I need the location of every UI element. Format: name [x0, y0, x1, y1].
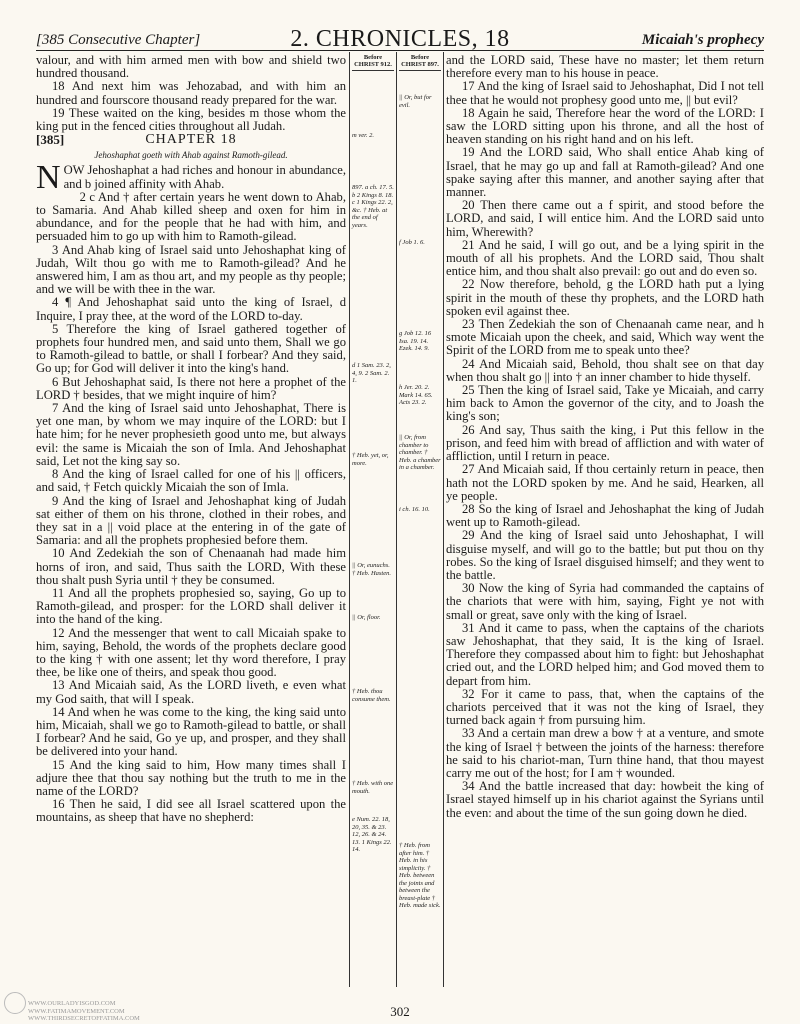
page-header	[36, 6, 764, 51]
chapter-heading	[36, 133, 346, 148]
verse-18-30: 30 Now the king of Syria had commanded the captains of the chariots that were with him, saying, Fight ye not with small or great, save only with the king of Israel.	[446, 581, 764, 622]
verse-17-18: 18 And next him was Jehozabad, and with him an hundred and fourscore thousand ready prepared for the war.	[36, 79, 346, 107]
verse-18-14: 14 And when he was come to the king, the king said unto him, Micaiah, shall we go to Ramoth-gilead to battle, or shall I forbear? And he said, Go ye up, and prosper, and they shall be delivered into your hand.	[36, 704, 346, 759]
verse-18-7: 7 And the king of Israel said unto Jehoshaphat, There is yet one man, by whom we may inquire of the LORD: but I hate him; for he never prophesieth good unto me, but always evil: the same is Micaiah the son of Imla. And Jehoshaphat said, Let not the king say so.	[36, 401, 346, 468]
verse-18-13: 13 And Micaiah said, As the LORD liveth, e even what my God saith, that will I speak.	[36, 678, 346, 706]
outer-margin-notes	[352, 54, 394, 853]
verse-18-6: 6 But Jehoshaphat said, Is there not here a prophet of the LORD † besides, that we might inquire of him?	[36, 374, 346, 402]
margin-note: d 1 Sam. 23. 2, 4, 9. 2 Sam. 2. 1.	[352, 362, 391, 384]
verse-18-4: 4 ¶ And Jehoshaphat said unto the king of Israel, d Inquire, I pray thee, at the word of the LORD to-day.	[36, 295, 346, 323]
verse-18-11: 11 And all the prophets prophesied so, saying, Go up to Ramoth-gilead, and prosper: for the LORD shall deliver it into the hand of the king.	[36, 585, 346, 627]
verse-18-5: 5 Therefore the king of Israel gathered together of prophets four hundred men, and said unto them, Shall we go to Ramoth-gilead to battle, or shall I forbear? And they said, Go up; for God will deliver it into the king's hand.	[36, 321, 346, 376]
era-label-right: Before CHRIST 897.	[399, 54, 441, 71]
margin-note: † Heb. with one mouth.	[352, 780, 394, 795]
page-number: 302	[390, 1004, 410, 1019]
verse-18-28: 28 So the king of Israel and Jehoshaphat the king of Judah went up to Ramoth-gilead.	[446, 501, 764, 530]
verse-18-19: 19 And the LORD said, Who shall entice Ahab king of Israel, that he may go up and fall at Ramoth-gilead? And one spake saying after this manner, and another saying after that manner.	[446, 145, 764, 200]
left-text-column	[36, 54, 346, 825]
era-label-left: Before CHRIST 912.	[352, 54, 394, 71]
verse-18-34: 34 And the battle increased that day: howbeit the king of Israel stayed himself up in his chariot against the Syrians until the even: and about the time of the sun going down he died.	[446, 779, 764, 820]
margin-note: 897. a ch. 17. 5. b 2 Kings 8. 18. c 1 Kings 22. 2, &c. † Heb. at the end of years.	[352, 184, 394, 229]
verse-18-32: 32 For it came to pass, that, when the captains of the chariots perceived that it was not the king of Israel, they turned back again † from pursuing him.	[446, 686, 764, 728]
margin-note: † Heb. thou consume them.	[352, 688, 391, 703]
margin-note: † Heb. from after him. † Heb. in his simplicity. † Heb. between the joints and between the breast-plate † Heb. made sick.	[399, 842, 441, 909]
verse-18-21: 21 And he said, I will go out, and be a lying spirit in the mouth of all his prophets. And the LORD said, Thou shalt entice him, and thou shalt also prevail: go out and do even so.	[446, 237, 764, 279]
verse-18-23: 23 Then Zedekiah the son of Chenaanah came near, and h smote Micaiah upon the cheek, and said, Which way went the Spirit of the LORD from me to speak unto thee?	[446, 317, 764, 358]
section-topic: Micaiah's prophecy	[641, 32, 764, 48]
verse-18-3: 3 And Ahab king of Israel said unto Jehoshaphat king of Judah, Wilt thou go with me to Ramoth-gilead? And he answered him, I am as thou art, and my people as thy people; and we will be with thee in the war.	[36, 242, 346, 297]
verse-18-15: 15 And the king said to him, How many times shall I adjure thee that thou say nothing but the truth to me in the name of the LORD?	[36, 757, 346, 798]
column-rule	[349, 52, 350, 987]
verse-opening: valour, and with him armed men with bow and shield two hundred thousand.	[36, 53, 346, 81]
watermark-line: WWW.FATIMAMOVEMENT.COM	[28, 1007, 125, 1015]
verse-18-12: 12 And the messenger that went to call Micaiah spake to him, saying, Behold, the words of the prophets declare good to the king † with one assent; let thy word therefore, I pray thee, be like one of theirs, and speak thou good.	[36, 625, 346, 680]
margin-note: m ver. 2.	[352, 132, 375, 139]
margin-note: e Num. 22. 18, 20, 35. & 23. 12, 26. & 24. 13. 1 Kings 22. 14.	[352, 816, 392, 853]
verse-18-24: 24 And Micaiah said, Behold, thou shalt see on that day when thou shalt go || into † an inner chamber to hide thyself.	[446, 356, 764, 384]
right-text-column	[446, 54, 764, 820]
verse-18-16: 16 Then he said, I did see all Israel scattered upon the mountains, as sheep that have no shepherd:	[36, 797, 346, 825]
margin-note: h Jer. 20. 2. Mark 14. 65. Acts 23. 2.	[399, 384, 433, 406]
margin-note: i ch. 16. 10.	[399, 506, 430, 513]
margin-note: || Or, but for evil.	[399, 94, 432, 109]
chapter-summary: Jehoshaphat goeth with Ahab against Ramoth-gilead.	[94, 150, 288, 161]
verse-18-31: 31 And it came to pass, when the captains of the chariots saw Jehoshaphat, that they said, It is the king of Israel. Therefore they compassed about him to fight: but Jehoshaphat cried out, and the LORD helped him; and God moved them to depart from him.	[446, 620, 764, 688]
book-title: 2. CHRONICLES, 18	[290, 26, 510, 52]
margin-note: g Job 12. 16 Isa. 19. 14. Ezek. 14. 9.	[399, 330, 432, 352]
verse-18-16-continued: and the LORD said, These have no master; let them return therefore every man to his house in peace.	[446, 53, 764, 81]
verse-18-1-text: OW Jehoshaphat a had riches and honour in abundance, and b joined affinity with Ahab.	[63, 163, 346, 191]
margin-note: || Or, eunuchs. † Heb. Hasten.	[352, 562, 391, 577]
watermark-line: WWW.OURLADYISGOD.COM	[28, 1000, 116, 1007]
margin-note: || Or, floor.	[352, 614, 381, 621]
consecutive-chapter-label: [385 Consecutive Chapter]	[36, 32, 201, 48]
verse-18-10: 10 And Zedekiah the son of Chenaanah had made him horns of iron, and said, Thus saith the LORD, With these thou shalt push Syria until † they be consumed.	[36, 546, 346, 587]
watermark-line: WWW.THIRDSECRETOFFATIMA.COM	[28, 1015, 140, 1022]
verse-18-25: 25 Then the king of Israel said, Take ye Micaiah, and carry him back to Amon the governor of the city, and to Joash the king's son;	[446, 383, 764, 424]
verse-18-27: 27 And Micaiah said, If thou certainly return in peace, then hath not the LORD spoken by me. And he said, Hearken, all ye people.	[446, 462, 764, 503]
verse-18-9: 9 And the king of Israel and Jehoshaphat king of Judah sat either of them on his throne, clothed in their robes, and they sat in a || void place at the entering in of the gate of Samaria: and all the prophets prophesied before them.	[36, 493, 346, 548]
drop-cap: N	[36, 159, 61, 197]
verse-18-17: 17 And the king of Israel said to Jehoshaphat, Did I not tell thee that he would not prophesy good unto me, || but evil?	[446, 79, 764, 107]
margin-note: || Or, from chamber to chamber. † Heb. a chamber in a chamber.	[399, 434, 441, 471]
verse-18-26: 26 And say, Thus saith the king, i Put this fellow in the prison, and feed him with bread of affliction and with water of affliction, until I return in peace.	[446, 422, 764, 464]
chapter-title: CHAPTER 18	[145, 132, 237, 148]
verse-18-18: 18 Again he said, Therefore hear the word of the LORD: I saw the LORD sitting upon his throne, and all the host of heaven standing on his right hand and on his left.	[446, 105, 764, 147]
margin-note: † Heb. yet, or, more.	[352, 452, 389, 467]
column-rule	[396, 52, 397, 987]
verse-18-20: 20 Then there came out a f spirit, and stood before the LORD, and said, I will entice him. And the LORD said unto him, Wherewith?	[446, 198, 764, 239]
verse-18-22: 22 Now therefore, behold, g the LORD hath put a lying spirit in the mouth of these thy prophets, and the LORD hath spoken evil against thee.	[446, 277, 764, 318]
verse-18-33: 33 And a certain man drew a bow † at a venture, and smote the king of Israel † between the joints of the harness: therefore he said to his chariot-man, Turn thine hand, that thou mayest carry me out of the host; for I am † wounded.	[446, 726, 764, 780]
verse-18-8: 8 And the king of Israel called for one of his || officers, and said, † Fetch quickly Micaiah the son of Imla.	[36, 467, 346, 495]
verse-17-19: 19 These waited on the king, besides m those whom the king put in the fenced cities throughout all Judah.	[36, 105, 346, 134]
verse-18-2: 2 c And † after certain years he went down to Ahab, to Samaria. And Ahab killed sheep and oxen for him in abundance, and for the people that he had with him, and persuaded him to go up with him to Ramoth-gilead.	[36, 189, 346, 244]
column-rule	[443, 52, 444, 987]
inner-margin-notes	[399, 54, 441, 909]
chapter-consecutive-number: [385]	[36, 132, 65, 148]
verse-18-1	[36, 159, 346, 197]
verse-18-29: 29 And the king of Israel said unto Jehoshaphat, I will disguise myself, and will go to the battle; but put thou on thy robes. So the king of Israel disguised himself; and they went to the battle.	[446, 528, 764, 582]
margin-note: f Job 1. 6.	[399, 239, 425, 246]
